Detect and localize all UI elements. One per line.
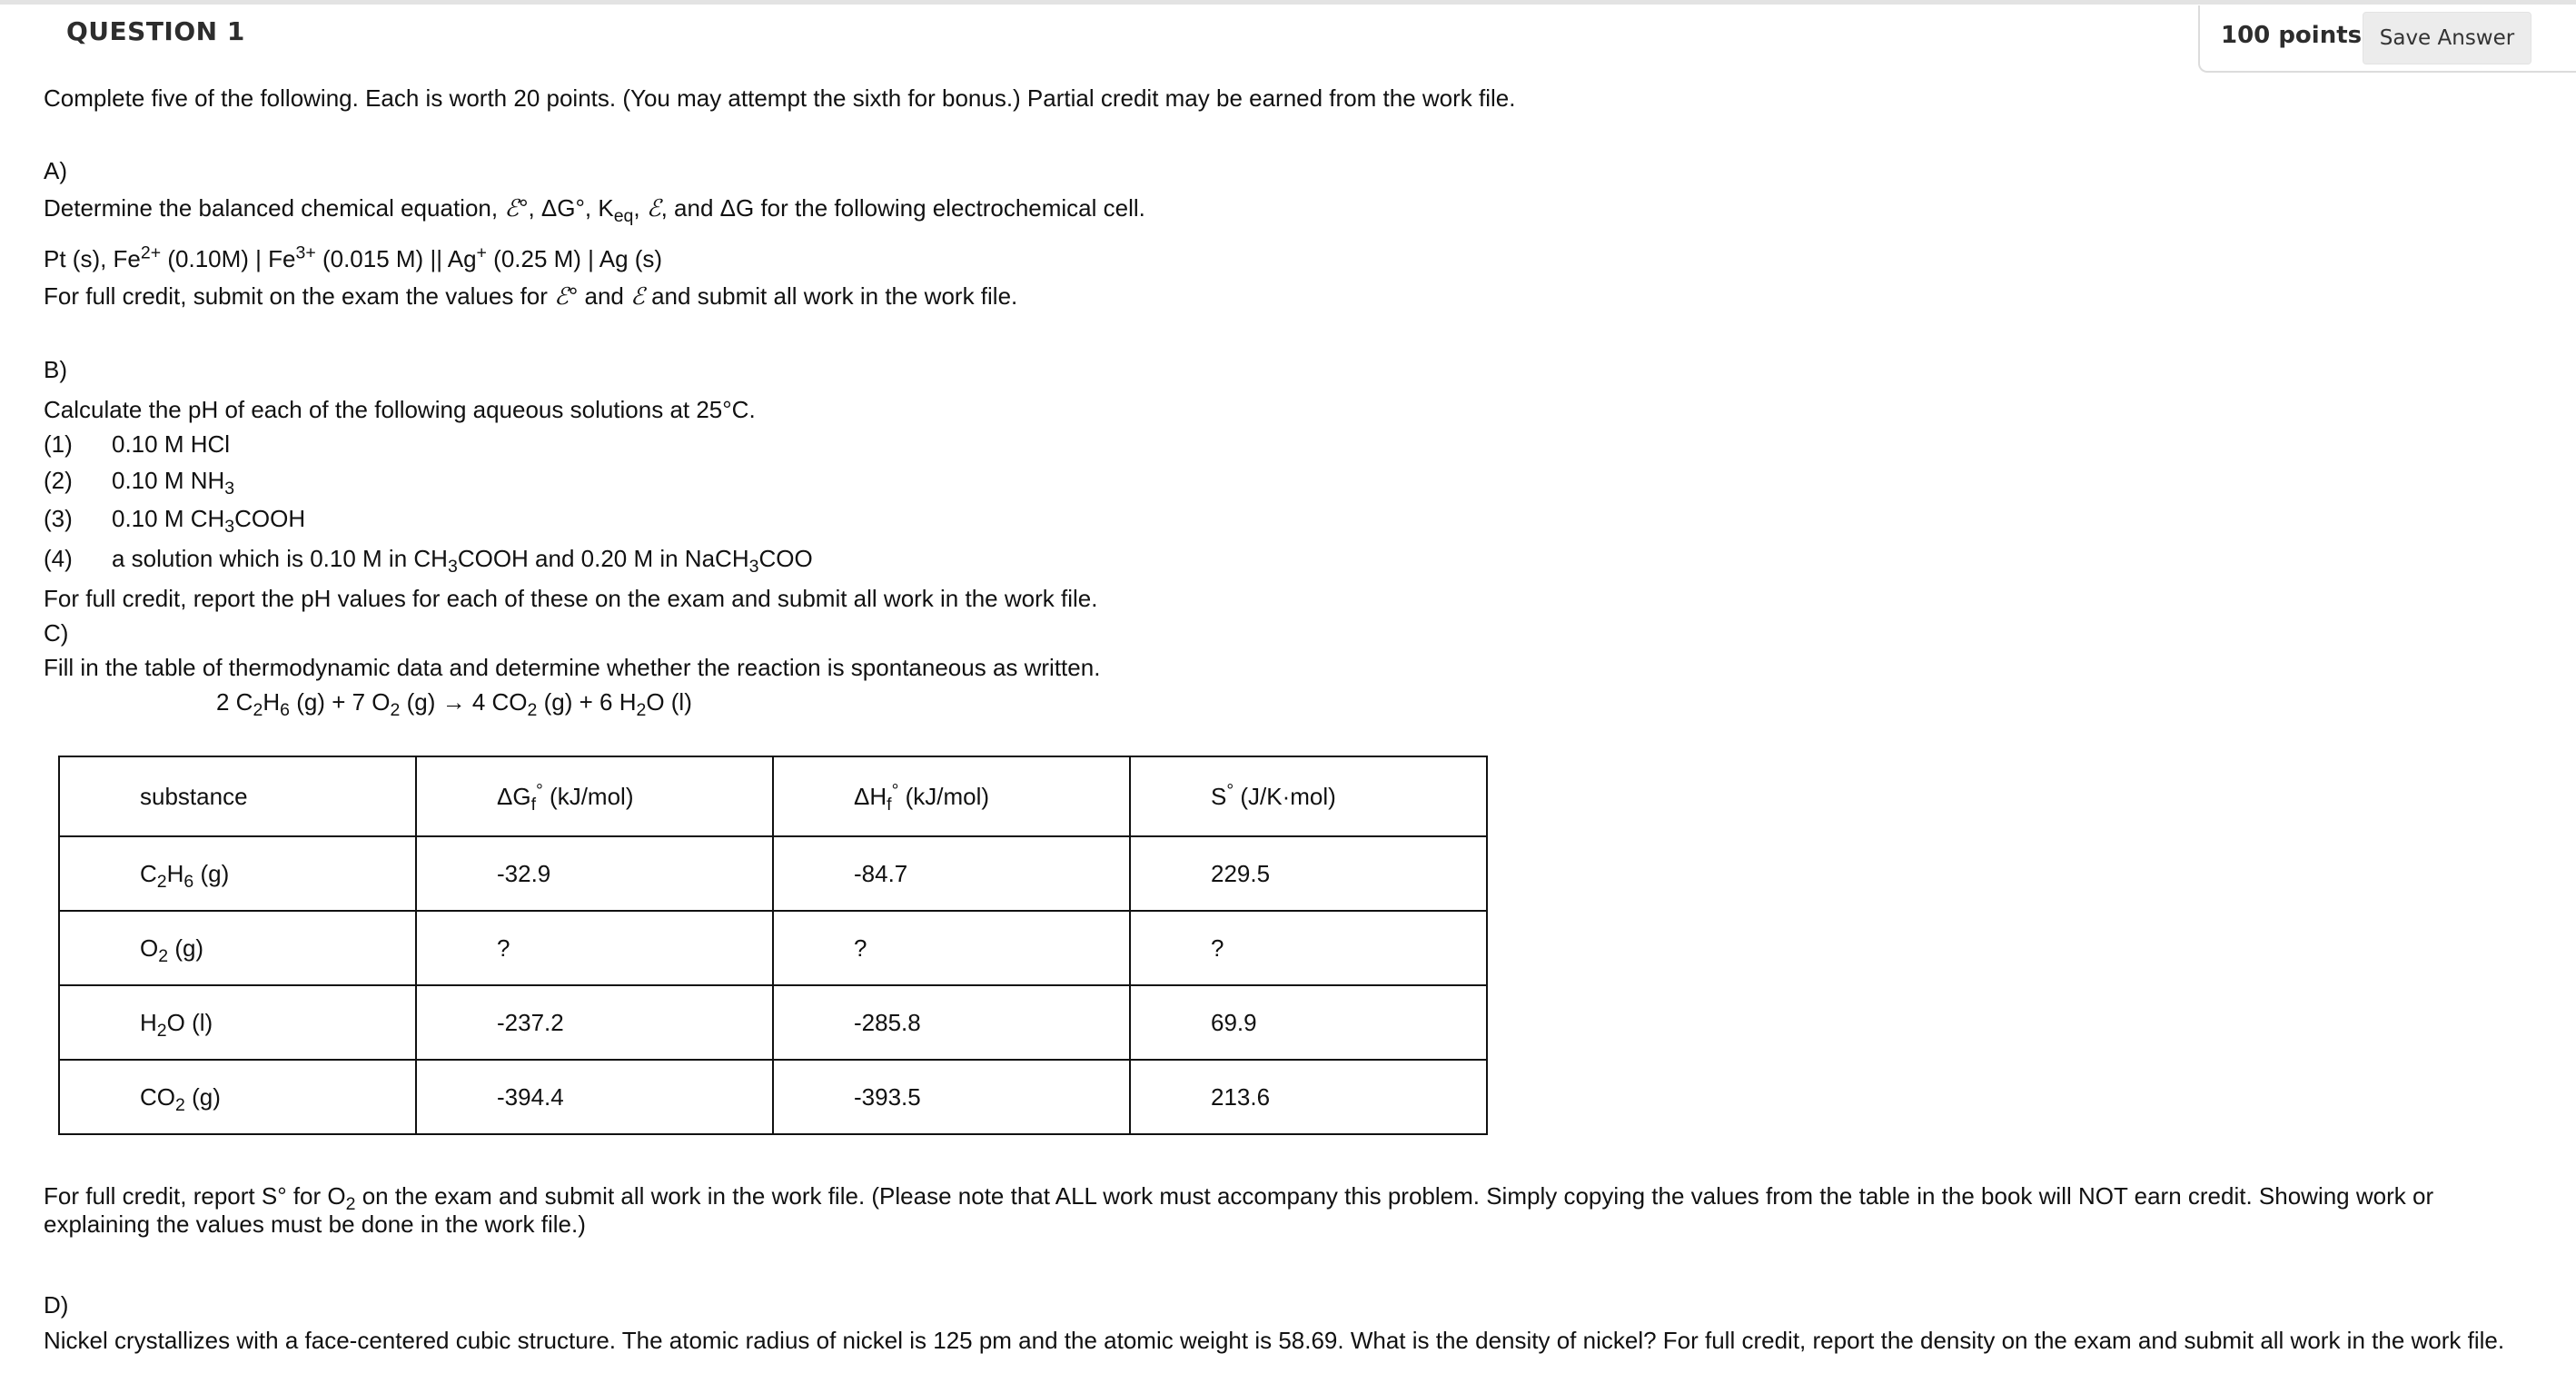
delta-h-cell: ?: [773, 911, 1130, 985]
thermodynamic-table: [58, 756, 1488, 1135]
part-d-prompt: Nickel crystallizes with a face-centered cubic structure. The atomic radius of nickel is 125 pm and the atomic weight is 58.69. What is the density of nickel? For full credit, report the density on the exam and submit all work in the work file.: [44, 1327, 2505, 1354]
delta-h-cell: -84.7: [773, 836, 1130, 911]
points-value: 100 points: [2221, 22, 2363, 49]
delta-g-cell: ?: [416, 911, 773, 985]
substance-cell: $H_2O$ (l): [59, 985, 416, 1060]
part-a-prompt: Determine the balanced chemical equation, ℰ°, ΔG°, $K_{eq}$, ℰ, and ΔG for the following electrochemical cell.: [44, 194, 1145, 227]
list-item: (2): [44, 467, 73, 494]
entropy-cell: ?: [1130, 911, 1487, 985]
question-title: QUESTION 1: [66, 16, 245, 46]
header-substance: substance: [59, 756, 416, 836]
part-a-credit: For full credit, submit on the exam the values for ℰ° and ℰ and submit all work in the work file.: [44, 282, 1018, 311]
intro-text: Complete five of the following. Each is worth 20 points. (You may attempt the sixth for bonus.) Partial credit may be earned from the work file.: [44, 84, 1516, 112]
delta-h-cell: -393.5: [773, 1060, 1130, 1134]
part-b-credit: For full credit, report the pH values for each of these on the exam and submit all work in the work file.: [44, 585, 1098, 612]
list-item: (4): [44, 545, 73, 572]
save-answer-button[interactable]: Save Answer: [2363, 12, 2531, 64]
part-c-label: C): [44, 619, 69, 647]
header-entropy: S° (J/K·mol): [1130, 756, 1487, 836]
substance-cell: $CO_2$ (g): [59, 1060, 416, 1134]
list-item-text: 0.10 M HCl: [112, 430, 231, 458]
part-c-prompt: Fill in the table of thermodynamic data and determine whether the reaction is spontaneous as written.: [44, 654, 1101, 681]
delta-g-cell: -32.9: [416, 836, 773, 911]
list-item-text: a solution which is 0.10 M in $CH_3COOH$ and 0.20 M in NaCH$_3$COO: [112, 545, 813, 578]
list-item: (1): [44, 430, 73, 458]
substance-cell: $O_2$ (g): [59, 911, 416, 985]
table-row: [59, 1060, 1487, 1134]
part-a-label: A): [44, 157, 67, 184]
part-d-label: D): [44, 1291, 69, 1319]
delta-g-cell: -394.4: [416, 1060, 773, 1134]
reaction-equation: 2 $C_2H_6$ (g) + 7 $O_2$ (g) → 4 $CO_2$ (g) + 6 $H_2O$ (l): [216, 688, 692, 721]
list-item-text: 0.10 M $NH_3$: [112, 467, 235, 499]
part-b-prompt: Calculate the pH of each of the following aqueous solutions at 25°C.: [44, 396, 756, 423]
entropy-cell: 229.5: [1130, 836, 1487, 911]
delta-g-cell: -237.2: [416, 985, 773, 1060]
script-e-symbol: ℰ: [504, 195, 520, 222]
cell-notation: Pt (s), $Fe^{2+}$ (0.10M) | $Fe^{3+}$ (0.015 M) || Ag+ (0.25 M) | Ag (s): [44, 242, 663, 272]
script-e-symbol: ℰ: [646, 195, 661, 222]
delta-h-cell: -285.8: [773, 985, 1130, 1060]
header-delta-h: $\Delta H_f^\circ$ (kJ/mol): [773, 756, 1130, 836]
table-row: [59, 836, 1487, 911]
substance-cell: $C_2H_6$ (g): [59, 836, 416, 911]
list-item-text: 0.10 M $CH_3COOH$: [112, 505, 306, 538]
entropy-cell: 69.9: [1130, 985, 1487, 1060]
header-delta-g: $\Delta G_f^\circ$ (kJ/mol): [416, 756, 773, 836]
table-row: [59, 985, 1487, 1060]
table-row: [59, 911, 1487, 985]
list-item: (3): [44, 505, 73, 532]
part-c-credit: For full credit, report S° for $O_2$ on the exam and submit all work in the work file. (Please note that ALL work must accompany this problem. Simply copying the values from the table in the book will NOT earn credit. Showing work or explaining the values must be done in the work file.): [44, 1182, 2434, 1239]
entropy-cell: 213.6: [1130, 1060, 1487, 1134]
top-divider: [0, 0, 2576, 5]
part-b-label: B): [44, 356, 67, 383]
table-header-row: [59, 756, 1487, 836]
